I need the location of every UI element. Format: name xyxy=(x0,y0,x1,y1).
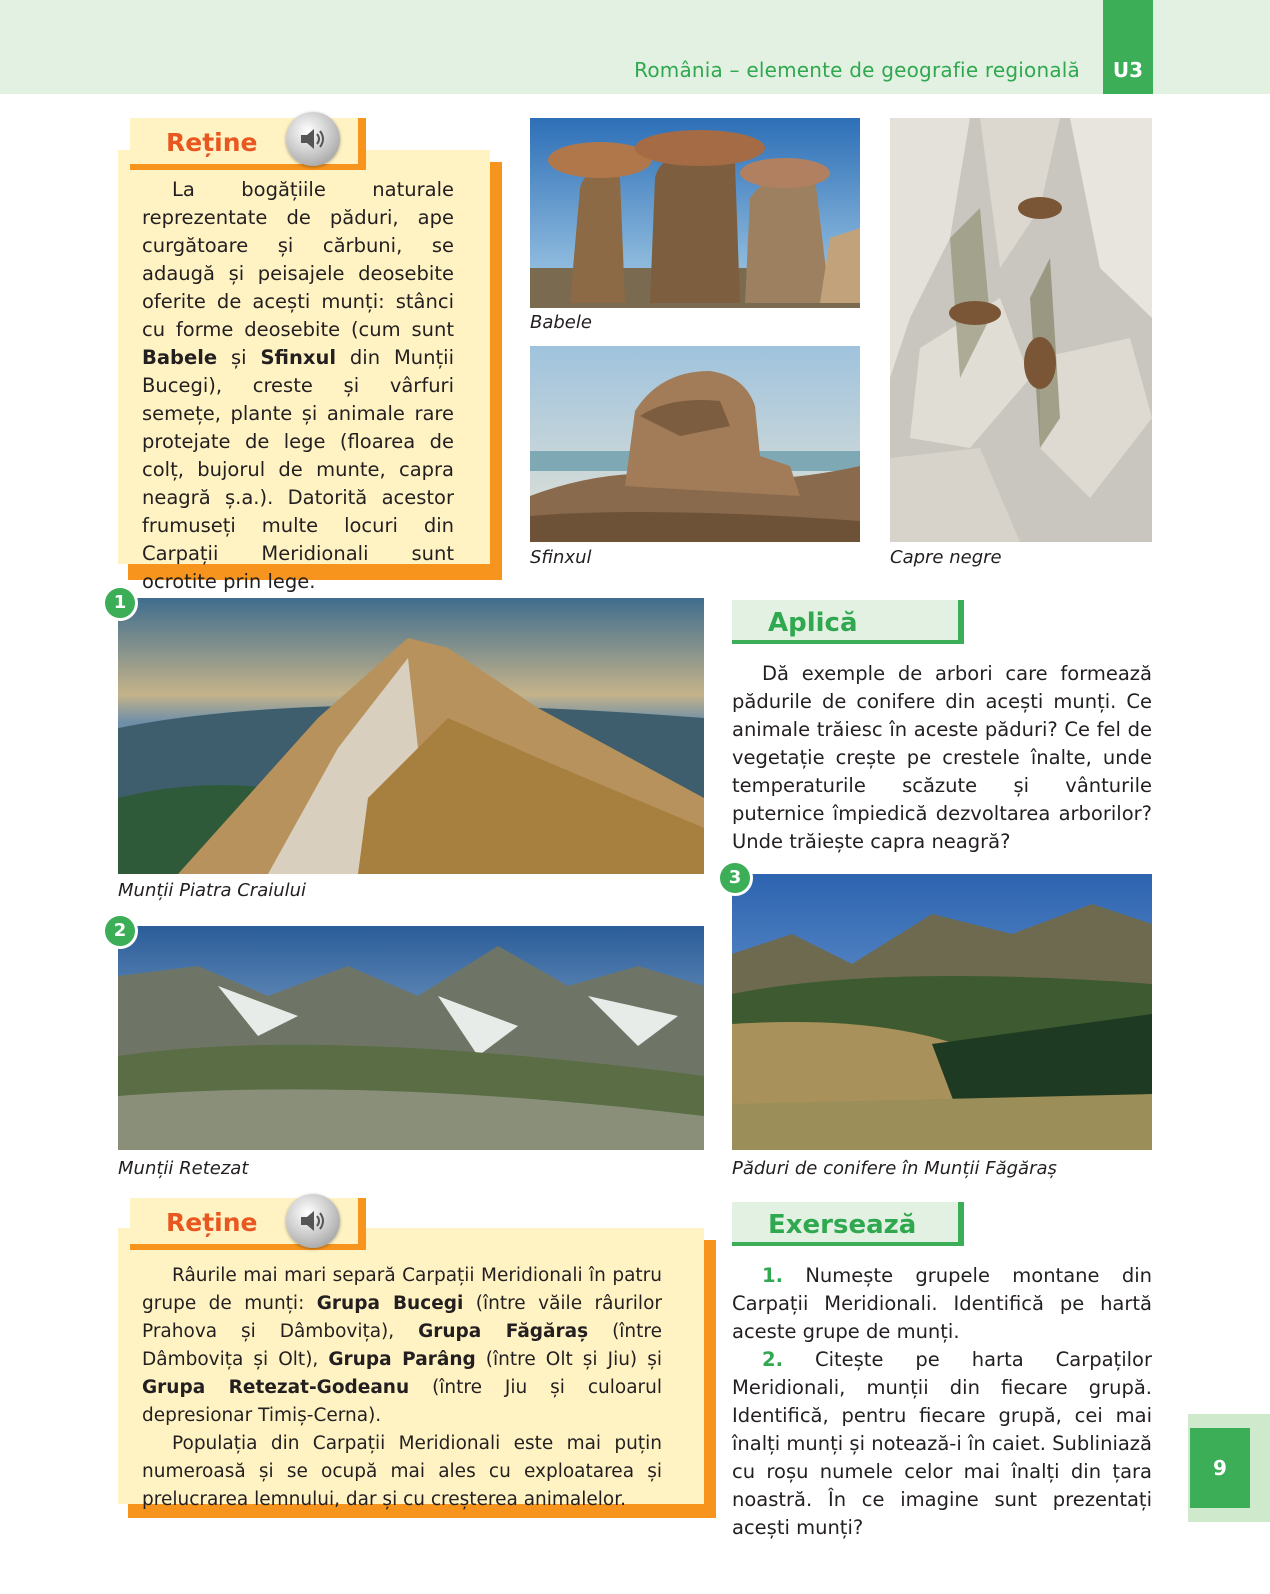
badge-1: 1 xyxy=(102,585,138,621)
text-segment: din Munții Bucegi), creste și vârfuri semețe, plante și animale rare protejate de lege (floarea de colț, bujorul de munte, capra neagră ș.a.). Datorită acestor frumuseți multe locuri din Carpații Meridionali sunt ocrotite prin lege. xyxy=(142,346,454,593)
unit-tab xyxy=(1103,0,1153,94)
badge-2: 2 xyxy=(102,913,138,949)
photo-capre-negre xyxy=(890,118,1152,542)
retine-label: Reține xyxy=(166,128,258,157)
aplica-tag xyxy=(732,600,964,644)
caption-sfinxul: Sfinxul xyxy=(530,547,592,568)
aplica-label: Aplică xyxy=(768,608,858,638)
bold-term: Babele xyxy=(142,346,218,369)
exercise-2-text: Citește pe harta Carpaților Meridionali, munții din fiecare grupă. Identifică, pentru fiecare grupă, cei mai înalți munți și notează-i în caiet. Subliniază cu roșu numele celor mai înalți din țara noastră. În ce imagine sunt prezentați acești munți? xyxy=(732,1348,1152,1539)
caption-fagaras: Păduri de conifere în Munții Făgăraș xyxy=(732,1158,1057,1179)
retine2-text xyxy=(142,1262,662,1514)
speaker-icon[interactable] xyxy=(286,112,340,166)
retine-paragraph xyxy=(142,176,454,596)
text-segment: (între Jiu și culoarul depresionar Timiș-Cerna). xyxy=(142,1377,662,1426)
text-segment: (între văile râurilor Prahova și Dâmbovița), xyxy=(142,1293,662,1342)
exercise-1-number: 1. xyxy=(762,1264,783,1287)
retine-text xyxy=(142,176,454,596)
exercise-2 xyxy=(732,1346,1152,1542)
unit-label: U3 xyxy=(1112,58,1144,82)
text-segment: (între Olt și Jiu) și xyxy=(475,1349,662,1370)
exercise-1-text: Numește grupele montane din Carpații Meridionali. Identifică pe hartă aceste grupe de munți. xyxy=(732,1264,1152,1343)
exerseaza-tag xyxy=(732,1202,964,1246)
speaker-icon[interactable] xyxy=(286,1194,340,1248)
exercise-2-number: 2. xyxy=(762,1348,783,1371)
caption-capre-negre: Capre negre xyxy=(890,547,1002,568)
caption-retezat: Munții Retezat xyxy=(118,1158,249,1179)
bold-term: Sfinxul xyxy=(260,346,337,369)
text-segment: (între Dâmbovița și Olt), xyxy=(142,1321,662,1370)
badge-3: 3 xyxy=(717,860,753,896)
bold-term: Grupa Bucegi xyxy=(316,1293,464,1314)
exerseaza-text xyxy=(732,1262,1152,1542)
aplica-paragraph: Dă exemple de arbori care formează pădurile de conifere din acești munți. Ce animale trăiesc în aceste păduri? Ce fel de vegetație crește pe crestele înalte, unde temperaturile scăzute și vânturile puternice împiedică dezvoltarea arborilor? Unde trăiește capra neagră? xyxy=(732,662,1152,853)
caption-piatra-craiului: Munții Piatra Craiului xyxy=(118,880,307,901)
exerseaza-label: Exersează xyxy=(768,1210,917,1240)
photo-fagaras xyxy=(732,874,1152,1150)
page-number: 9 xyxy=(1190,1428,1250,1508)
bold-term: Grupa Parâng xyxy=(328,1349,476,1370)
text-segment: Râurile mai mari separă Carpații Meridionali în patru grupe de munți: xyxy=(142,1265,662,1314)
bold-term: Grupa Retezat-Godeanu xyxy=(142,1377,410,1398)
retine2-label: Reține xyxy=(166,1208,258,1237)
photo-piatra-craiului xyxy=(118,598,704,874)
text-segment: și xyxy=(217,346,261,369)
caption-babele: Babele xyxy=(530,312,592,333)
aplica-text xyxy=(732,660,1152,856)
photo-babele xyxy=(530,118,860,308)
exercise-1 xyxy=(732,1262,1152,1346)
photo-sfinxul xyxy=(530,346,860,542)
text-segment: La bogățiile naturale reprezentate de păduri, ape curgătoare și cărbuni, se adaugă și peisajele deosebite oferite de acești munți: stânci cu forme deosebite (cum sunt xyxy=(142,178,454,341)
bold-term: Grupa Făgăraș xyxy=(418,1321,589,1342)
photo-retezat xyxy=(118,926,704,1150)
retine2-paragraph-1 xyxy=(142,1262,662,1430)
retine2-paragraph-2: Populația din Carpații Meridionali este mai puțin numeroasă și se ocupă mai ales cu exploatarea și prelucrarea lemnului, dar și cu creșterea animalelor. xyxy=(142,1433,662,1510)
page-tab xyxy=(1188,1414,1270,1522)
chapter-title: România – elemente de geografie regională xyxy=(634,58,1080,82)
